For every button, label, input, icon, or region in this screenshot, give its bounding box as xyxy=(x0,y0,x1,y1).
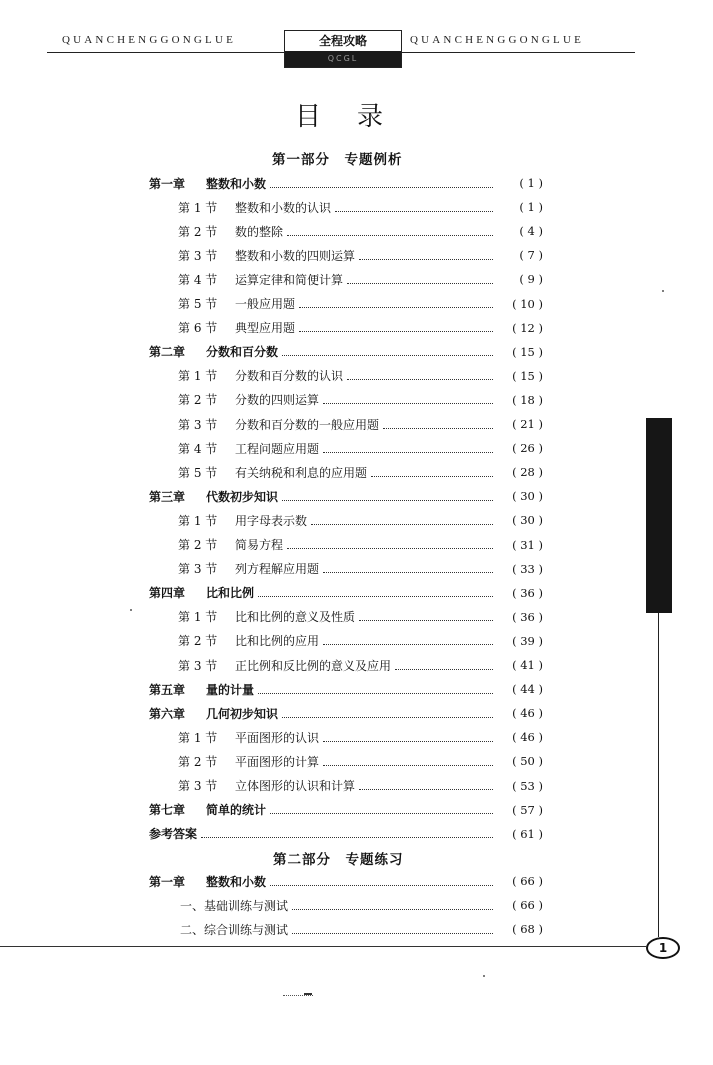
toc-page-number: ( 21 ) xyxy=(512,417,543,431)
speck xyxy=(662,290,664,292)
toc-leader-dots xyxy=(311,524,493,525)
toc-entry-number: 第 1 节 xyxy=(178,513,218,528)
toc-page-number: ( 1 ) xyxy=(519,176,543,190)
toc-entry-title: 比和比例的应用 xyxy=(235,634,320,649)
toc-section-row[interactable] xyxy=(180,894,543,916)
toc-entry-title: 运算定律和简便计算 xyxy=(235,272,344,287)
toc-leader-dots xyxy=(258,693,493,694)
toc-chapter-row[interactable] xyxy=(149,485,543,507)
toc-page-number: ( 10 ) xyxy=(512,296,543,311)
side-rule xyxy=(658,613,659,937)
toc-page-number: ( 15 ) xyxy=(512,344,543,359)
toc-section-row[interactable] xyxy=(178,268,543,290)
toc-chapter-row[interactable] xyxy=(149,172,543,194)
toc-section-row[interactable] xyxy=(178,606,543,628)
toc-section-row[interactable] xyxy=(178,726,543,748)
toc-page-number: ( 28 ) xyxy=(512,465,543,480)
toc-page-number: ( 33 ) xyxy=(512,561,543,576)
toc-leader-dots xyxy=(359,620,493,621)
toc-entry-title: 一、基础训练与测试 xyxy=(180,898,289,913)
toc-page-number: ( 53 ) xyxy=(512,778,543,793)
toc-section-row[interactable] xyxy=(178,389,543,411)
toc-entry-title: 分数和百分数的一般应用题 xyxy=(235,417,380,432)
toc-chapter-row[interactable] xyxy=(149,702,543,724)
toc-page-number: ( 12 ) xyxy=(512,320,543,335)
toc-page-number: ( 30 ) xyxy=(512,489,543,504)
toc-leader-dots xyxy=(323,644,493,645)
toc-entry-number: 第 2 节 xyxy=(178,634,218,649)
side-tab xyxy=(646,418,672,613)
toc-entry-number: 第六章 xyxy=(149,706,186,721)
toc-section-row[interactable] xyxy=(178,630,543,652)
toc-entry-number: 第 3 节 xyxy=(178,248,218,263)
toc-leader-dots xyxy=(383,428,493,429)
toc-entry-title: 平面图形的认识 xyxy=(235,730,320,745)
toc-section-row[interactable] xyxy=(178,196,543,218)
toc-entry-title: 分数的四则运算 xyxy=(235,393,320,408)
toc-section-row[interactable] xyxy=(180,918,543,940)
toc-section-row[interactable] xyxy=(178,775,543,797)
toc-entry-title: 工程问题应用题 xyxy=(235,441,320,456)
toc-page-number: ( 15 ) xyxy=(512,368,543,383)
toc-page-number: ( 44 ) xyxy=(512,682,543,697)
toc-section-row[interactable] xyxy=(178,509,543,531)
toc-section-row[interactable] xyxy=(178,654,543,676)
part2-title: 第二部分 专题练习 xyxy=(273,852,404,868)
header-badge xyxy=(284,30,402,68)
toc-page-number: ( 31 ) xyxy=(512,537,543,552)
part1-title: 第一部分 专题例析 xyxy=(272,152,403,168)
toc-page-number: ( 1 ) xyxy=(519,200,543,215)
toc-entry-number: 第四章 xyxy=(149,586,186,601)
toc-chapter-row[interactable] xyxy=(149,678,543,700)
toc-leader-dots xyxy=(323,741,493,742)
toc-section-row[interactable] xyxy=(178,244,543,266)
speck xyxy=(130,609,132,611)
toc-entry-title: 用字母表示数 xyxy=(235,513,308,528)
toc-entry-number: 第三章 xyxy=(149,489,186,504)
toc-entry-title: 整数和小数 xyxy=(206,176,267,191)
toc-section-row[interactable] xyxy=(178,365,543,387)
toc-entry-number: 第 1 节 xyxy=(178,610,218,625)
toc-page-number: ( 26 ) xyxy=(512,441,543,456)
toc-entry-number: 第 2 节 xyxy=(178,538,218,552)
toc-entry-number: 第 1 节 xyxy=(178,200,218,215)
toc-leader-dots xyxy=(292,933,493,934)
toc-entry-number: 第 4 节 xyxy=(178,441,218,456)
toc-page-number: ( 66 ) xyxy=(512,898,543,913)
toc-entry-title: 分数和百分数 xyxy=(206,345,279,360)
toc-entry-number: 第 6 节 xyxy=(178,321,218,336)
toc-entry-title: 几何初步知识 xyxy=(206,706,279,721)
toc-entry-number: 第 2 节 xyxy=(178,224,218,239)
toc-entry-number: 第 2 节 xyxy=(178,754,218,769)
toc-entry-number: 第一章 xyxy=(149,874,186,889)
toc-entry-number: 第 4 节 xyxy=(178,272,218,287)
toc-page-number: ( 36 ) xyxy=(512,585,543,600)
toc-entry-title: 整数和小数的四则运算 xyxy=(235,248,356,263)
toc-entry-title: 比和比例的意义及性质 xyxy=(235,610,356,625)
toc-section-row[interactable] xyxy=(178,220,543,242)
speck xyxy=(483,975,485,977)
toc-leader-dots xyxy=(323,452,493,453)
toc-entry-number: 第 3 节 xyxy=(178,417,218,432)
toc-entry-title: 平面图形的计算 xyxy=(235,754,320,769)
toc-page-number: ( 46 ) xyxy=(512,706,543,721)
header-badge-title: 全程攻略 xyxy=(318,34,367,48)
toc-leader-dots xyxy=(287,235,493,236)
footer-mark xyxy=(304,993,312,995)
toc-page-number: ( 41 ) xyxy=(512,658,543,672)
toc-page-number: ( 39 ) xyxy=(512,633,543,648)
toc-page-number: ( 46 ) xyxy=(512,730,543,745)
toc-page-number: ( 57 ) xyxy=(512,802,543,817)
toc-chapter-row[interactable] xyxy=(149,799,543,821)
toc-section-row[interactable] xyxy=(178,293,543,315)
toc-leader-dots xyxy=(282,355,493,356)
toc-page-number: ( 36 ) xyxy=(512,609,543,624)
toc-leader-dots xyxy=(395,669,493,670)
toc-chapter-row[interactable] xyxy=(149,341,543,363)
toc-entry-title: 整数和小数的认识 xyxy=(235,200,332,215)
toc-section-row[interactable] xyxy=(178,461,543,483)
toc-page-number: ( 30 ) xyxy=(512,513,543,528)
toc-leader-dots xyxy=(359,259,493,260)
toc-entry-title: 量的计量 xyxy=(206,682,255,697)
toc-entry-title: 比和比例 xyxy=(206,586,255,601)
toc-section-row[interactable] xyxy=(178,534,543,556)
toc-leader-dots xyxy=(282,500,493,501)
toc-entry-number: 第二章 xyxy=(149,345,186,360)
toc-entry-number: 第 1 节 xyxy=(178,369,218,384)
toc-leader-dots xyxy=(270,187,493,188)
toc-entry-title: 二、综合训练与测试 xyxy=(180,922,289,937)
toc-section-row[interactable] xyxy=(178,750,543,772)
toc-leader-dots xyxy=(270,813,493,814)
toc-entry-title: 典型应用题 xyxy=(235,321,296,336)
toc-entry-number: 第七章 xyxy=(149,803,186,818)
toc-leader-dots xyxy=(299,307,493,308)
toc-leader-dots xyxy=(323,403,493,404)
toc-entry-title: 立体图形的认识和计算 xyxy=(235,779,356,793)
footer-rule xyxy=(0,946,646,947)
footer-mark xyxy=(283,995,313,997)
toc-entry-number: 第 3 节 xyxy=(178,562,218,577)
toc-leader-dots xyxy=(359,789,493,790)
page-number: 1 xyxy=(646,937,680,959)
toc-page-number: ( 7 ) xyxy=(519,248,543,263)
toc-chapter-row[interactable] xyxy=(149,582,543,604)
toc-leader-dots xyxy=(323,572,493,573)
toc-leader-dots xyxy=(258,596,493,597)
toc-entry-title: 简易方程 xyxy=(235,538,284,552)
toc-section-row[interactable] xyxy=(178,317,543,339)
toc-leader-dots xyxy=(270,885,493,886)
toc-leader-dots xyxy=(335,211,493,212)
toc-page-number: ( 50 ) xyxy=(512,754,543,769)
toc-leader-dots xyxy=(292,909,493,910)
toc-page-number: ( 61 ) xyxy=(512,826,543,841)
toc-entry-title: 数的整除 xyxy=(235,224,284,239)
toc-section-row[interactable] xyxy=(178,413,543,435)
toc-page-number: ( 4 ) xyxy=(519,224,543,239)
toc-entry-number: 第 5 节 xyxy=(178,465,218,480)
toc-entry-number: 第 3 节 xyxy=(178,779,218,793)
toc-entry-number: 第一章 xyxy=(149,176,186,191)
toc-entry-title: 简单的统计 xyxy=(206,803,267,818)
toc-entry-title: 列方程解应用题 xyxy=(235,562,320,577)
toc-section-row[interactable] xyxy=(178,437,543,459)
toc-leader-dots xyxy=(371,476,493,477)
toc-entry-number: 第 3 节 xyxy=(178,658,218,673)
toc-leader-dots xyxy=(201,837,493,838)
header-badge-subtitle: QCGL xyxy=(285,51,401,67)
toc-leader-dots xyxy=(347,283,493,284)
toc-page-number: ( 66 ) xyxy=(512,874,543,888)
toc-section-row[interactable] xyxy=(178,558,543,580)
toc-entry-number: 第 5 节 xyxy=(178,297,218,311)
toc-entry-title: 正比例和反比例的意义及应用 xyxy=(235,658,392,673)
toc-page-number: ( 18 ) xyxy=(512,392,543,407)
toc-page-number: ( 68 ) xyxy=(512,922,543,937)
toc-entry-number: 第五章 xyxy=(149,682,186,697)
toc-entry-title: 分数和百分数的认识 xyxy=(235,369,344,384)
header-left-text: QUANCHENGGONGLUE xyxy=(62,34,237,46)
toc-entry-title: 代数初步知识 xyxy=(206,489,279,504)
toc-chapter-row[interactable] xyxy=(149,870,543,892)
toc-leader-dots xyxy=(282,717,493,718)
page-title: 目录 xyxy=(295,102,420,132)
toc-entry-number: 第 1 节 xyxy=(178,730,218,745)
toc-entry-number: 第 2 节 xyxy=(178,393,218,408)
toc-leader-dots xyxy=(287,548,493,549)
toc-leader-dots xyxy=(299,331,493,332)
toc-entry-title: 参考答案 xyxy=(149,827,198,842)
toc-leader-dots xyxy=(347,379,493,380)
toc-entry-title: 整数和小数 xyxy=(206,874,267,889)
toc-chapter-row[interactable] xyxy=(149,823,543,845)
toc-entry-title: 有关纳税和利息的应用题 xyxy=(235,465,368,480)
header-right-text: QUANCHENGGONGLUE xyxy=(410,34,585,46)
toc-leader-dots xyxy=(323,765,493,766)
toc-entry-title: 一般应用题 xyxy=(235,297,296,311)
toc-page-number: ( 9 ) xyxy=(519,272,543,287)
